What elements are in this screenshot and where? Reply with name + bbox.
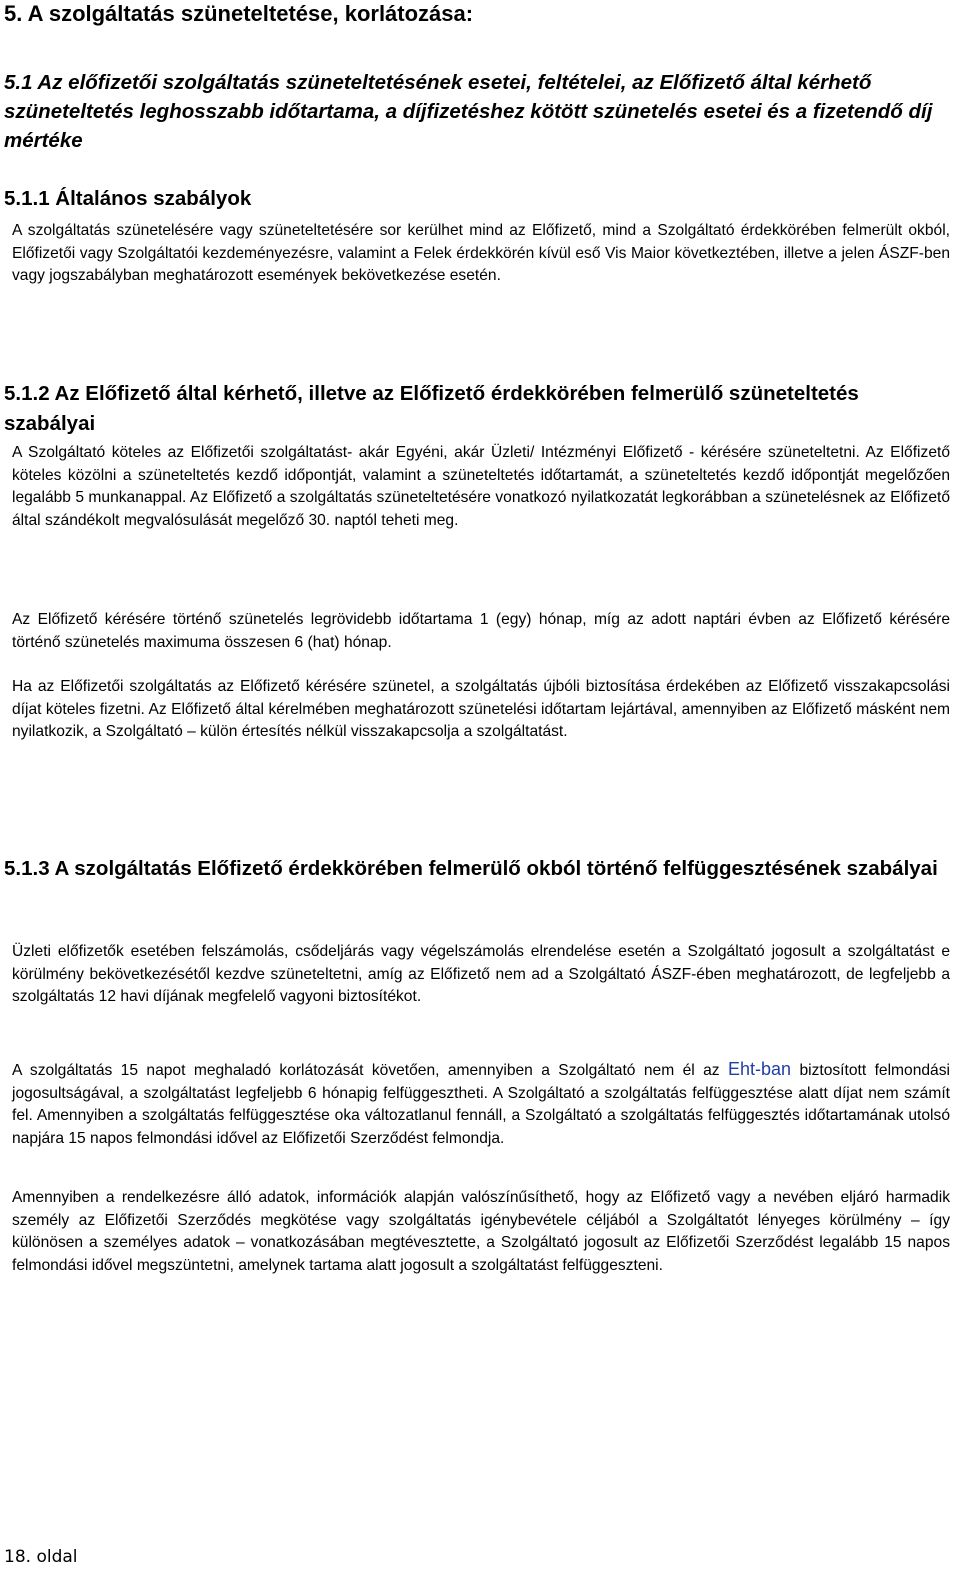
paragraph-5-1-3-b-start: A szolgáltatás 15 napot meghaladó korlátozását követően, amennyiben a Szolgáltató nem él az (12, 1062, 728, 1079)
heading-5-1-3: 5.1.3 A szolgáltatás Előfizető érdekkörében felmerülő okból történő felfüggesztésének szabályai (4, 857, 938, 880)
paragraph-5-1-2-b: Az Előfizető kérésére történő szünetelés legrövidebb időtartama 1 (egy) hónap, míg az adott naptári évben az Előfizető kérésére történő szünetelés maximuma összesen 6 (hat) hónap. (12, 611, 950, 651)
paragraph-5-1-3-b-end: biztosított felmondási jogosultságával, a szolgáltatást legfeljebb 6 hónapig felfüggesztheti. A Szolgáltató a szolgáltatás felfüggesztése alatt díjat nem számít fel. Amennyiben a szolgáltatás felfüggesztése oka változatlanul fennáll, a Szolgáltató a szolgáltatás felfüggesztés időtartamának utolsó napjára 15 napos felmondási idővel az Előfizetői Szerződést felmondja. (12, 1062, 950, 1147)
paragraph-5-1-3-c: Amennyiben a rendelkezésre álló adatok, információk alapján valószínűsíthető, hogy az Előfizető vagy a nevében eljáró harmadik személy az Előfizetői Szerződés megkötése vagy szolgáltatás igénybevétele céljából a Szolgáltatót lényeges körülmény – így különösen a személyes adatok – vonatkozásában megtévesztette, a Szolgáltató jogosult az Előfizetői Szerződést legalább 15 napos felmondási idővel megszüntetni, amelynek tartama alatt jogosult a szolgáltatást felfüggeszteni. (12, 1189, 950, 1274)
paragraph-5-1-2-c: Ha az Előfizetői szolgáltatás az Előfizető kérésére szünetel, a szolgáltatás újbóli biztosítása érdekében az Előfizető visszakapcsolási díjat köteles fizetni. Az Előfizető által kérelmében meghatározott szünetelési időtartam lejártával, amennyiben az Előfizető másként nem nyilatkozik, a Szolgáltató – külön értesítés nélkül visszakapcsolja a szolgáltatást. (12, 678, 950, 740)
paragraph-5-1-1: A szolgáltatás szünetelésére vagy szüneteltetésére sor kerülhet mind az Előfizető, mind a Szolgáltató érdekkörében felmerült okból, Előfizetői vagy Szolgáltatói kezdeményezésre, valamint a Felek érdekkörén kívül eső Vis Maior következtében, illetve a jelen ÁSZF-ben vagy jogszabályban meghatározott események bekövetkezése esetén. (12, 222, 950, 284)
paragraph-5-1-3-a: Üzleti előfizetők esetében felszámolás, csődeljárás vagy végelszámolás elrendelése esetén a Szolgáltató jogosult a szolgáltatást e körülmény bekövetkezésétől kezdve szüneteltetni, amíg az Előfizető nem ad a Szolgáltató ÁSZF-ében meghatározott, de legfeljebb a szolgáltatás 12 havi díjának megfelelő vagyoni biztosítékot. (12, 943, 950, 1005)
section-title: 5. A szolgáltatás szüneteltetése, korlátozása: (4, 1, 474, 26)
heading-5-1-2: 5.1.2 Az Előfizető által kérhető, illetve az Előfizető érdekkörében felmerülő szüneteltetés szabályai (4, 382, 859, 435)
subsection-heading-5-1: 5.1 Az előfizetői szolgáltatás szüneteltetésének esetei, feltételei, az Előfizető által kérhető szüneteltetés leghosszabb időtartama, a díjfizetéshez kötött szünetelés esetei és a fizetendő díj mértéke (4, 71, 933, 152)
eht-link[interactable]: Eht-ban (728, 1059, 792, 1079)
paragraph-5-1-2-a: A Szolgáltató köteles az Előfizetői szolgáltatást- akár Egyéni, akár Üzleti/ Intézményi Előfizető - kérésére szüneteltetni. Az Előfizető köteles közölni a szüneteltetés kezdő időpontját, valamint a szüneteltetés időtartamát, a szüneteltetés kezdő időpontját megelőzően legalább 5 munkanappal. Az Előfizető a szolgáltatás szüneteltetésére vonatkozó nyilatkozatát legkorábban a szünetelésnek az Előfizető által szándékolt megvalósulását megelőző 30. naptól teheti meg. (12, 444, 950, 529)
paragraph-5-1-3-b (12, 1058, 950, 1150)
page-number: 18. oldal (4, 1547, 78, 1567)
heading-5-1-1: 5.1.1 Általános szabályok (4, 187, 252, 210)
